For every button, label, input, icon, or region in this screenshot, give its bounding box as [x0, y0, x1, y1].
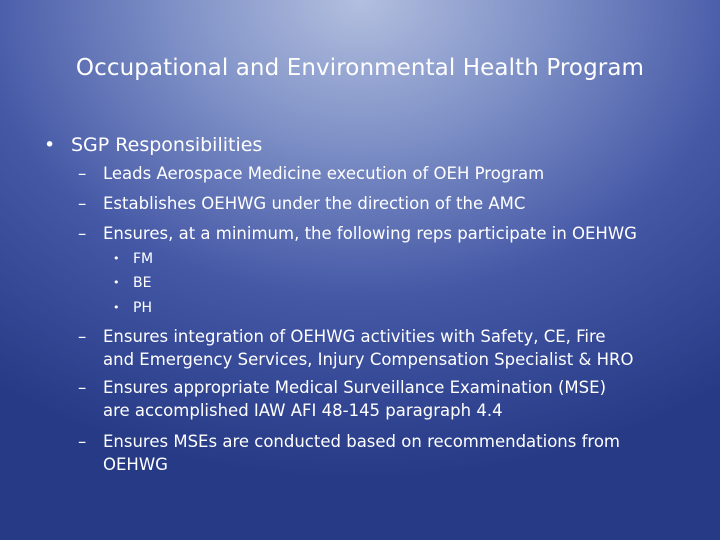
dash-marker: – — [78, 224, 87, 243]
sub-item-text: Ensures, at a minimum, the following reps participate in OEHWG — [103, 224, 637, 243]
dash-marker: – — [78, 432, 87, 451]
sub-item-text-continued: OEHWG — [103, 455, 168, 474]
rep-label: BE — [133, 275, 152, 291]
sub-item-text: Establishes OEHWG under the direction of the AMC — [103, 194, 526, 213]
section-heading: SGP Responsibilities — [71, 134, 263, 156]
dash-marker: – — [78, 378, 87, 397]
rep-label: PH — [133, 300, 152, 316]
sub-item-text: Ensures appropriate Medical Surveillance Examination (MSE) — [103, 378, 607, 397]
sub-item-text: Ensures integration of OEHWG activities with Safety, CE, Fire — [103, 327, 606, 346]
bullet-marker: • — [44, 134, 56, 156]
sub-item-text: Leads Aerospace Medicine execution of OEH Program — [103, 164, 545, 183]
slide-title: Occupational and Environmental Health Program — [75, 55, 645, 81]
rep-label: FM — [133, 251, 154, 267]
sub-item-text-continued: and Emergency Services, Injury Compensation Specialist & HRO — [103, 350, 634, 369]
bullet-marker: • — [113, 301, 120, 314]
bullet-marker: • — [113, 276, 120, 289]
dash-marker: – — [78, 327, 87, 346]
sub-item-text-continued: are accomplished IAW AFI 48-145 paragraph 4.4 — [103, 401, 503, 420]
sub-item-text: Ensures MSEs are conducted based on recommendations from — [103, 432, 620, 451]
bullet-marker: • — [113, 252, 120, 265]
dash-marker: – — [78, 194, 87, 213]
dash-marker: – — [78, 164, 87, 183]
